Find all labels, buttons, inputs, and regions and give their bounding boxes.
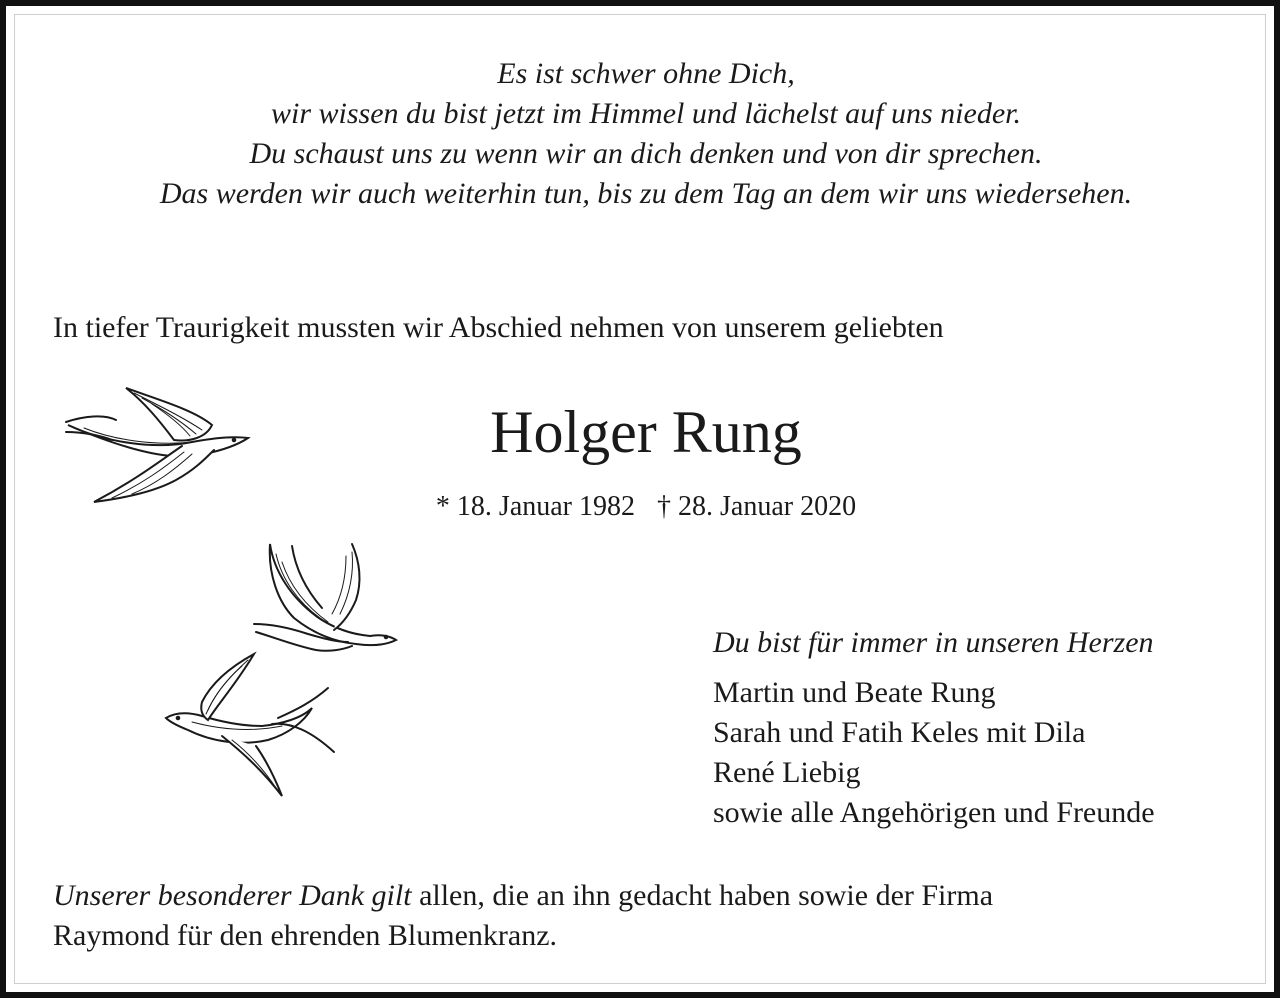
thanks-line-1-rest: allen, die an ihn gedacht haben sowie der Firma [411, 879, 994, 912]
swallow-icon [252, 542, 402, 667]
death-date: † 28. Januar 2020 [657, 491, 857, 522]
thanks-line-2: Raymond für den ehrenden Blumenkranz. [53, 919, 558, 952]
poem-line: Es ist schwer ohne Dich, [497, 57, 795, 90]
intro-text: In tiefer Traurigkeit mussten wir Abschied nehmen von unserem geliebten [53, 311, 944, 344]
birth-date: * 18. Januar 1982 [435, 491, 635, 522]
life-dates [6, 488, 1280, 526]
mourner-name: Sarah und Fatih Keles mit Dila [713, 716, 1086, 749]
mourner-name: René Liebig [713, 756, 861, 789]
thanks-emphasis: Unserer besonderer Dank gilt [53, 879, 412, 912]
deceased-name: Holger Rung [490, 399, 802, 465]
thanks-line-1 [53, 876, 993, 916]
signoff-motto: Du bist für immer in unseren Herzen [713, 626, 1154, 659]
swallow-icon [162, 652, 342, 802]
poem-line: wir wissen du bist jetzt im Himmel und lächelst auf uns nieder. [271, 97, 1021, 130]
poem [6, 54, 1280, 214]
poem-line: Du schaust uns zu wenn wir an dich denken und von dir sprechen. [249, 137, 1043, 170]
mourner-name: sowie alle Angehörigen und Freunde [713, 796, 1155, 829]
poem-line: Das werden wir auch weiterhin tun, bis zu dem Tag an dem wir uns wiedersehen. [159, 177, 1133, 210]
thanks-note [53, 876, 993, 956]
signoff-block [713, 623, 1155, 833]
mourner-name: Martin und Beate Rung [713, 676, 996, 709]
